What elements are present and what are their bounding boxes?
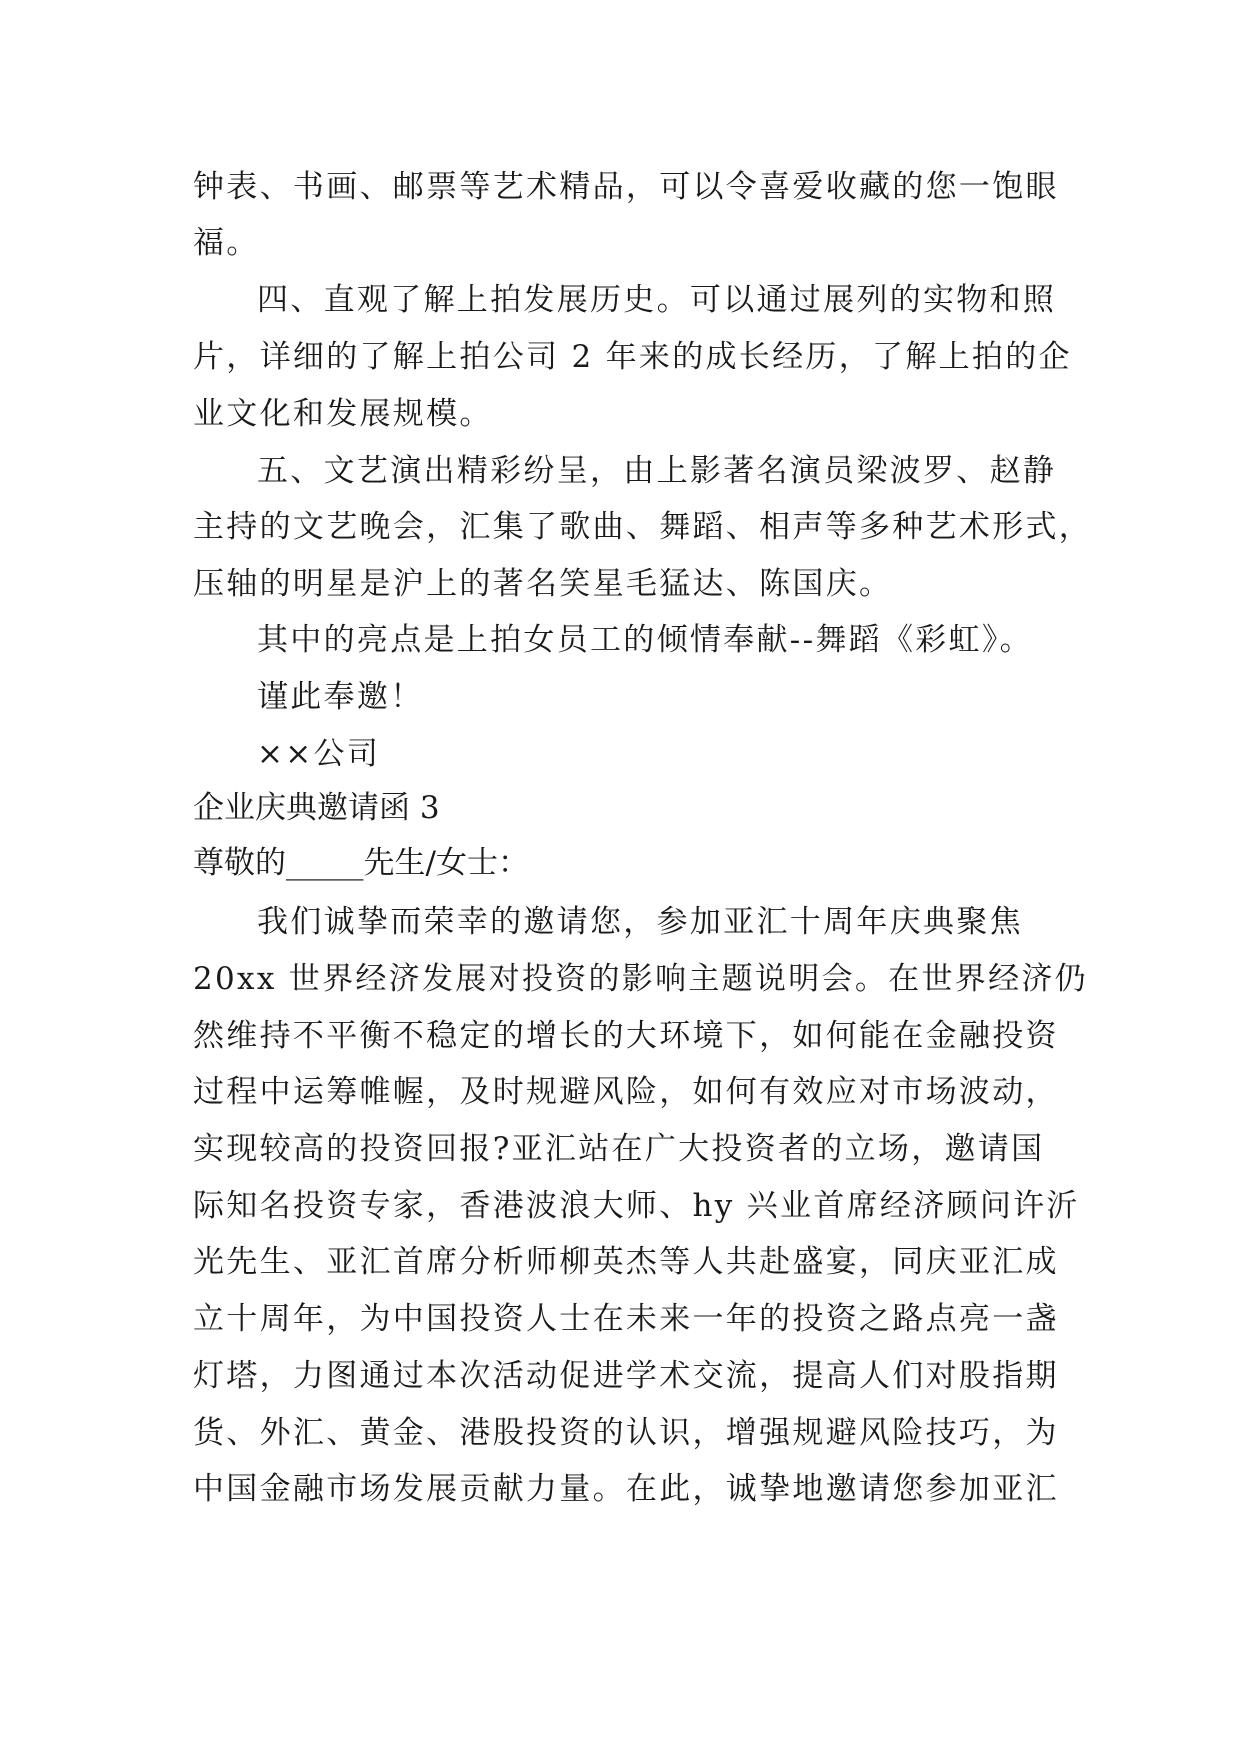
- text-line: 片，详细的了解上拍公司 2 年来的成长经历，了解上拍的企: [193, 339, 1072, 375]
- text-line: 钟表、书画、邮票等艺术精品，可以令喜爱收藏的您一饱眼: [193, 169, 1059, 205]
- text-line: 我们诚挚而荣幸的邀请您，参加亚汇十周年庆典聚焦: [257, 904, 1023, 940]
- text-line: 压轴的明星是沪上的著名笑星毛猛达、陈国庆。: [193, 566, 893, 602]
- text-line: 谨此奉邀！: [257, 679, 424, 715]
- text-line: 福。: [193, 225, 260, 261]
- text-line: 20xx 世界经济发展对投资的影响主题说明会。在世界经济仍: [193, 961, 1088, 997]
- text-line: 中国金融市场发展贡献力量。在此，诚挚地邀请您参加亚汇: [193, 1471, 1059, 1507]
- text-line: 过程中运筹帷幄，及时规避风险，如何有效应对市场波动，: [193, 1074, 1059, 1110]
- text-line: 际知名投资专家，香港波浪大师、hy 兴业首席经济顾问许沂: [193, 1188, 1080, 1224]
- text-line: 业文化和发展规模。: [193, 396, 493, 432]
- text-line: 其中的亮点是上拍女员工的倾情奉献--舞蹈《彩虹》。: [257, 622, 1033, 658]
- text-line: 四、直观了解上拍发展历史。可以通过展列的实物和照: [257, 282, 1057, 318]
- section-heading: 企业庆典邀请函 3: [193, 790, 440, 826]
- text-line: 然维持不平衡不稳定的增长的大环境下，如何能在金融投资: [193, 1018, 1059, 1054]
- text-line: 货、外汇、黄金、港股投资的认识，增强规避风险技巧，为: [193, 1415, 1059, 1451]
- salutation: 尊敬的_____先生/女士：: [193, 845, 529, 881]
- text-line: 光先生、亚汇首席分析师柳英杰等人共赴盛宴，同庆亚汇成: [193, 1244, 1059, 1280]
- text-line: 立十周年，为中国投资人士在未来一年的投资之路点亮一盏: [193, 1301, 1059, 1337]
- text-line: 实现较高的投资回报?亚汇站在广大投资者的立场，邀请国: [193, 1131, 1045, 1167]
- text-line: ××公司: [257, 736, 381, 772]
- text-line: 五、文艺演出精彩纷呈，由上影著名演员梁波罗、赵静: [257, 453, 1057, 489]
- text-line: 主持的文艺晚会，汇集了歌曲、舞蹈、相声等多种艺术形式，: [193, 509, 1093, 545]
- text-line: 灯塔，力图通过本次活动促进学术交流，提高人们对股指期: [193, 1358, 1059, 1394]
